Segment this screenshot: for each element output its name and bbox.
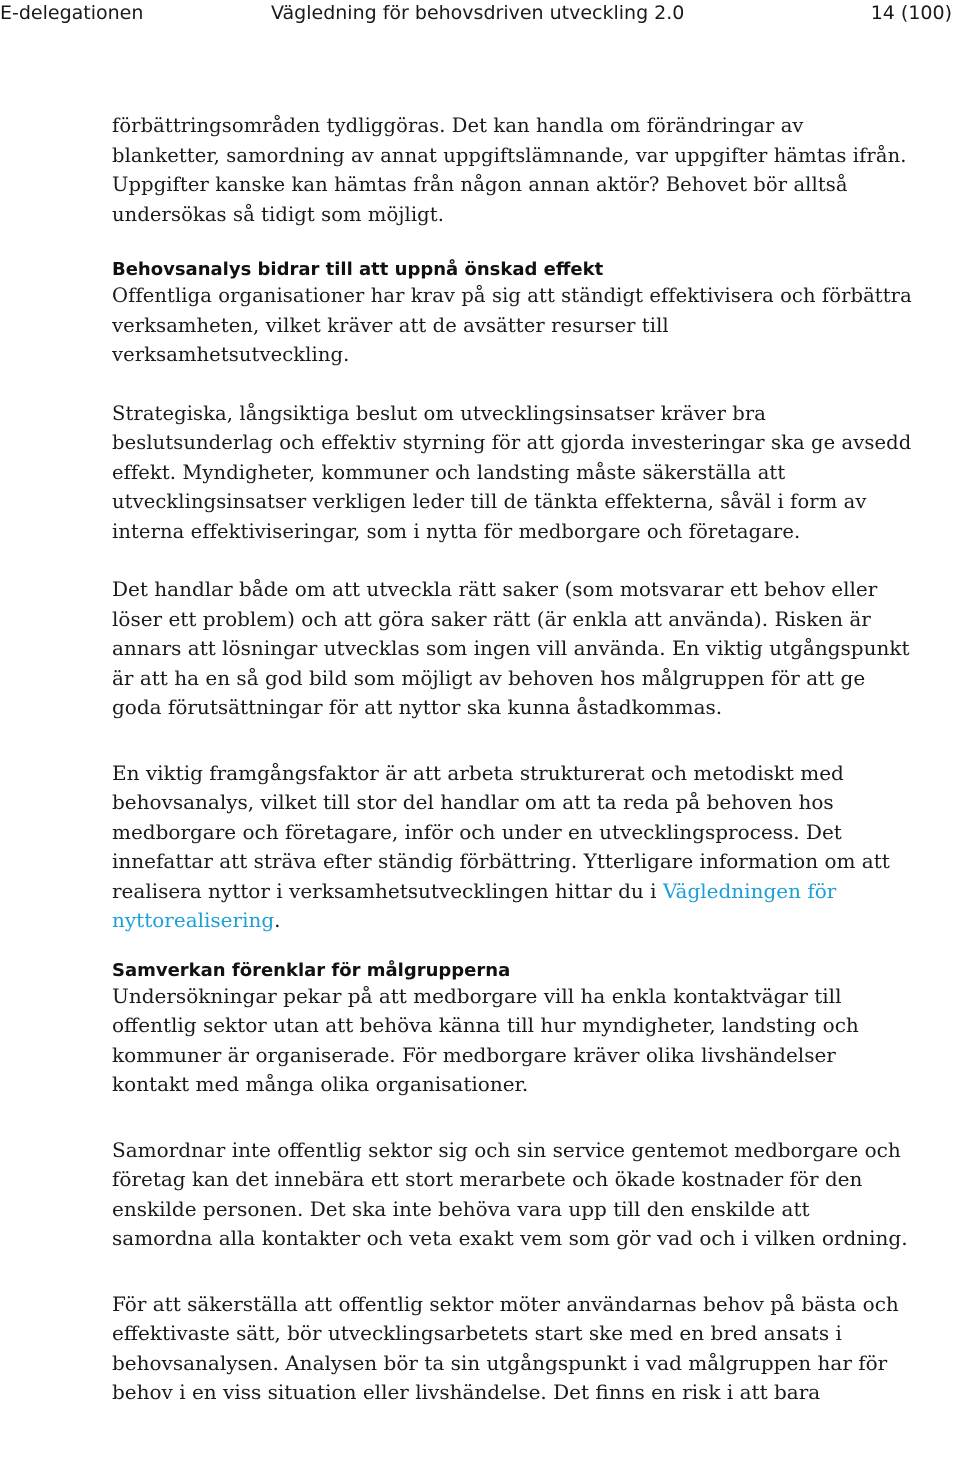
header-page-number: 14 (100): [870, 2, 952, 24]
intro-paragraph: förbättringsområden tydliggöras. Det kan handla om förändringar av blanketter, samordning av annat uppgiftslämnande, var uppgifter hämtas ifrån. Uppgifter kanske kan hämtas från någon annan aktör? Behovet bör alltså undersökas så tidigt som möjligt.: [112, 114, 907, 226]
section1-paragraph-3: Det handlar både om att utveckla rätt saker (som motsvarar ett behov eller löser ett problem) och att göra saker rätt (är enkla att använda). Risken är annars att lösningar utvecklas som ingen vill använda. En viktig utgångspunkt är att ha en så god bild som möjligt av behoven hos målgruppen för att ge goda förutsättningar för att nyttor ska kunna åstadkommas.: [112, 577, 910, 719]
section1-paragraph-4-end: .: [274, 908, 281, 932]
section1-paragraph-4-text: En viktig framgångsfaktor är att arbeta strukturerat och metodiskt med behovsanalys, vilket till stor del handlar om att ta reda på behoven hos medborgare och företagare, inför och under en utvecklingsprocess. Det innefattar att sträva efter ständig förbättring. Ytterligare information om att realisera nyttor i verksamhetsutvecklingen hittar du i: [112, 760, 890, 903]
section1-paragraph-4: [112, 759, 912, 936]
section2-paragraph-3: För att säkerställa att offentlig sektor möter användarnas behov på bästa och effektivaste sätt, bör utvecklingsarbetets start ske med en bred ansats i behovsanalysen. Analysen bör ta sin utgångspunkt i vad målgruppen har för behov i en viss situation eller livshändelse. Det finns en risk i att bara: [112, 1291, 899, 1404]
section-heading-behovsanalys: Behovsanalys bidrar till att uppnå önskad effekt: [112, 259, 604, 280]
section2-paragraph-1: Undersökningar pekar på att medborgare vill ha enkla kontaktvägar till offentlig sektor utan att behöva känna till hur myndigheter, landsting och kommuner är organiserade. För medborgare kräver olika livshändelser kontakt med många olika organisationer.: [112, 983, 859, 1096]
section-heading-samverkan: Samverkan förenklar för målgrupperna: [112, 959, 511, 981]
section2-paragraph-2: Samordnar inte offentlig sektor sig och sin service gentemot medborgare och företag kan det innebära ett stort merarbete och ökade kostnader för den enskilde personen. Det ska inte behöva vara upp till den enskilde att samordna alla kontakter och veta exakt vem som gör vad och i vilken ordning.: [112, 1137, 908, 1250]
page-header: [0, 0, 960, 30]
link-vagledning-nyttorealisering[interactable]: Vägledningen för nyttorealisering: [112, 878, 837, 932]
header-document-title: Vägledning för behovsdriven utveckling 2.0: [271, 2, 685, 24]
document-body: [112, 111, 912, 1408]
section1-paragraph-1: Offentliga organisationer har krav på sig att ständigt effektivisera och förbättra verksamheten, vilket kräver att de avsätter resurser till verksamhetsutveckling.: [112, 284, 912, 366]
header-organization: E-delegationen: [0, 2, 144, 24]
section1-paragraph-2: Strategiska, långsiktiga beslut om utvecklingsinsatser kräver bra beslutsunderlag och effektiv styrning för att gjorda investeringar ska ge avsedd effekt. Myndigheter, kommuner och landsting måste säkerställa att utvecklingsinsatser verkligen leder till de tänkta effekterna, såväl i form av interna effektiviseringar, som i nytta för medborgare och företagare.: [112, 401, 912, 543]
